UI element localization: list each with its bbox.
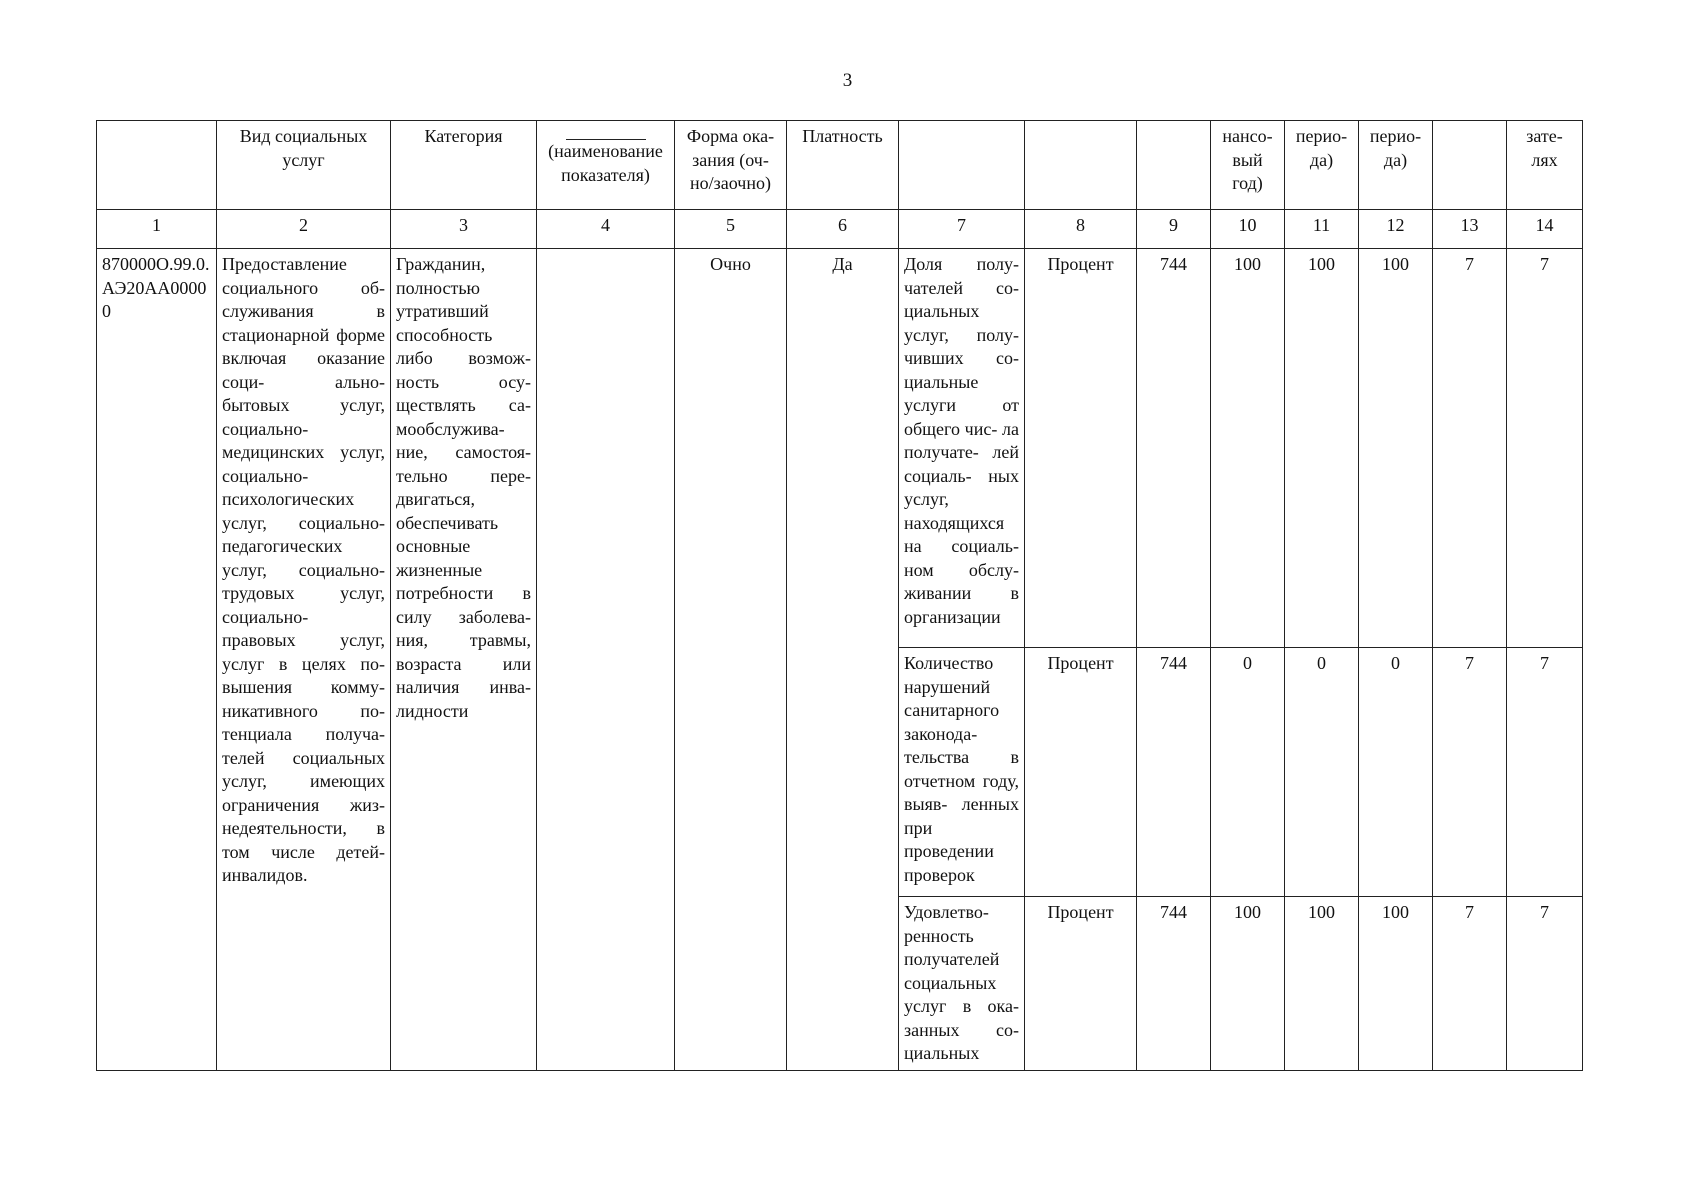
header-col-10: нансо- вый год) [1211, 121, 1285, 210]
value-cell: 7 [1433, 249, 1507, 648]
column-number: 3 [391, 210, 537, 249]
value-cell: 7 [1507, 249, 1583, 648]
header-col-1 [97, 121, 217, 210]
okei-code-cell: 744 [1137, 648, 1211, 897]
category-cell: Гражданин, полностью утративший способность либо возмож- ность осу- ществлять са- мообслужива- ние, самостоя- тельно пере- двигаться, обеспечивать основные жизненные потребности в силу заболева- ния, травмы, возраста или наличия инва- лидности [391, 249, 537, 1071]
registry-code: 870000О.99.0.АЭ20АА00000 [97, 249, 217, 1071]
header-col-14: зате- лях [1507, 121, 1583, 210]
value-cell: 7 [1433, 897, 1507, 1071]
column-number: 7 [899, 210, 1025, 249]
okei-code-cell: 744 [1137, 249, 1211, 648]
header-category: Категория [391, 121, 537, 210]
unit-cell: Процент [1025, 648, 1137, 897]
service-type-cell: Предоставление социального об- служивания в стационарной форме включая оказание соци- ально-бытовых услуг, социально- медицинских услуг, социально- психологических услуг, социально- педагогических услуг, социально- трудовых услуг, социально- правовых услуг, услуг в целях по- вышения комму- никативного по- тенциала получа- телей социальных услуг, имеющих ограничения жиз- недеятельности, в том числе детей- инвалидов. [217, 249, 391, 1071]
header-col-13 [1433, 121, 1507, 210]
column-number: 9 [1137, 210, 1211, 249]
blank-line [566, 139, 646, 140]
header-col-8 [1025, 121, 1137, 210]
unit-cell: Процент [1025, 249, 1137, 648]
column-number: 11 [1285, 210, 1359, 249]
column-number: 14 [1507, 210, 1583, 249]
value-cell: 100 [1285, 249, 1359, 648]
table-row [97, 249, 1583, 648]
column-number: 8 [1025, 210, 1137, 249]
column-number: 5 [675, 210, 787, 249]
header-row [97, 121, 1583, 210]
value-cell: 100 [1285, 897, 1359, 1071]
column-number: 1 [97, 210, 217, 249]
header-col-11: перио- да) [1285, 121, 1359, 210]
okei-code-cell: 744 [1137, 897, 1211, 1071]
indicator-name-cell [537, 249, 675, 1071]
header-indicator-name [537, 121, 675, 210]
header-col-7 [899, 121, 1025, 210]
value-cell: 100 [1359, 249, 1433, 648]
value-cell: 100 [1211, 249, 1285, 648]
indicator-name: Удовлетво- ренность получателей социальных услуг в ока- занных со- циальных [899, 897, 1025, 1071]
form-cell: Очно [675, 249, 787, 1071]
header-service-type: Вид социальных услуг [217, 121, 391, 210]
indicator-name: Доля полу- чателей со- циальных услуг, полу- чивших со- циальные услуги от общего чис- ла получате- лей социаль- ных услуг, находящихся на социаль- ном обслу- живании в организации [899, 249, 1025, 648]
column-number: 12 [1359, 210, 1433, 249]
value-cell: 7 [1507, 648, 1583, 897]
header-paid: Платность [787, 121, 899, 210]
header-form: Форма ока- зания (оч- но/заочно) [675, 121, 787, 210]
column-number: 2 [217, 210, 391, 249]
indicator-name: Количество нарушений санитарного законода- тельства в отчетном году, выяв- ленных при проведении проверок [899, 648, 1025, 897]
column-number: 4 [537, 210, 675, 249]
value-cell: 100 [1211, 897, 1285, 1071]
column-number: 6 [787, 210, 899, 249]
value-cell: 7 [1507, 897, 1583, 1071]
column-number-row [97, 210, 1583, 249]
paid-cell: Да [787, 249, 899, 1071]
value-cell: 7 [1433, 648, 1507, 897]
column-number: 13 [1433, 210, 1507, 249]
value-cell: 0 [1285, 648, 1359, 897]
unit-cell: Процент [1025, 897, 1137, 1071]
state-task-table [96, 120, 1583, 1071]
header-col-9 [1137, 121, 1211, 210]
header-col-12: перио- да) [1359, 121, 1433, 210]
page-number: 3 [842, 70, 853, 91]
value-cell: 0 [1211, 648, 1285, 897]
value-cell: 100 [1359, 897, 1433, 1071]
column-number: 10 [1211, 210, 1285, 249]
header-indicator-name-label: (наименование показателя) [548, 141, 663, 185]
value-cell: 0 [1359, 648, 1433, 897]
